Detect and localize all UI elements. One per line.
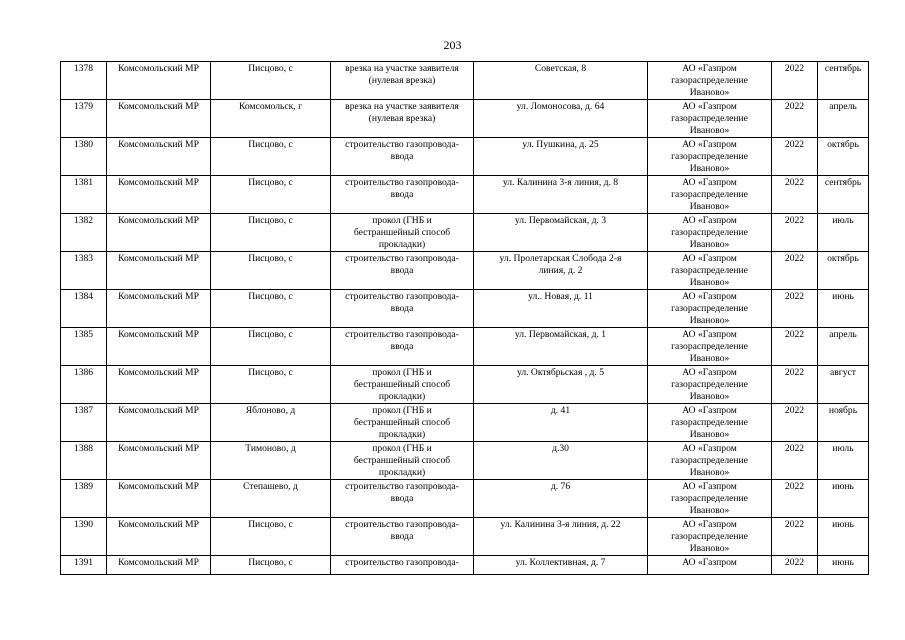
- settlement-cell: [211, 252, 331, 290]
- address-cell-text: ул. Калинина 3-я линия, д. 22: [500, 519, 621, 530]
- settlement-cell: [211, 518, 331, 556]
- organization-cell-text: АО «Газпром газораспределение Иваново»: [671, 101, 748, 136]
- row-number-cell: [61, 328, 107, 366]
- year-cell-text: 2022: [784, 481, 805, 492]
- month-cell: [818, 556, 869, 575]
- settlement-cell-text: Писцово, с: [248, 63, 293, 74]
- address-cell: [474, 404, 648, 442]
- organization-cell: [648, 442, 772, 480]
- organization-cell: [648, 176, 772, 214]
- settlement-cell: [211, 214, 331, 252]
- month-cell: [818, 404, 869, 442]
- work-type-cell-text: строительство газопровода- ввода: [345, 177, 459, 200]
- organization-cell: [648, 480, 772, 518]
- year-cell-text: 2022: [784, 63, 805, 74]
- district-cell: [107, 290, 211, 328]
- address-cell-text: д.30: [552, 443, 569, 454]
- row-number-cell: [61, 480, 107, 518]
- organization-cell-text: АО «Газпром газораспределение Иваново»: [671, 329, 748, 364]
- organization-cell-text: АО «Газпром: [682, 557, 737, 568]
- settlement-cell: [211, 100, 331, 138]
- address-cell: [474, 214, 648, 252]
- work-type-cell-text: строительство газопровода- ввода: [345, 519, 459, 542]
- work-type-cell: [331, 100, 474, 138]
- table-row: [61, 328, 869, 366]
- address-cell-text: ул. Пролетарская Слобода 2-я линия, д. 2: [499, 253, 622, 276]
- year-cell-text: 2022: [784, 291, 805, 302]
- district-cell-text: Комсомольский МР: [118, 63, 199, 74]
- district-cell: [107, 138, 211, 176]
- address-cell-text: ул. Калинина 3-я линия, д. 8: [502, 177, 619, 188]
- month-cell-text: октябрь: [827, 253, 859, 264]
- row-number-cell-text: 1384: [73, 291, 94, 302]
- work-type-cell-text: строительство газопровода-: [345, 557, 459, 568]
- row-number-cell: [61, 100, 107, 138]
- table-row: [61, 62, 869, 100]
- month-cell: [818, 62, 869, 100]
- work-type-cell: [331, 556, 474, 575]
- row-number-cell-text: 1378: [73, 63, 94, 74]
- year-cell: [772, 480, 818, 518]
- address-cell: [474, 252, 648, 290]
- year-cell: [772, 214, 818, 252]
- address-cell-text: ул. Пушкина, д. 25: [522, 139, 599, 150]
- address-cell-text: Советская, 8: [534, 63, 587, 74]
- month-cell: [818, 214, 869, 252]
- year-cell-text: 2022: [784, 139, 805, 150]
- district-cell-text: Комсомольский МР: [118, 329, 199, 340]
- organization-cell: [648, 100, 772, 138]
- district-cell-text: Комсомольский МР: [118, 557, 199, 568]
- month-cell-text: сентябрь: [824, 177, 862, 188]
- month-cell: [818, 290, 869, 328]
- row-number-cell: [61, 62, 107, 100]
- district-cell-text: Комсомольский МР: [118, 367, 199, 378]
- month-cell: [818, 480, 869, 518]
- district-cell-text: Комсомольский МР: [118, 481, 199, 492]
- address-cell: [474, 442, 648, 480]
- settlement-cell: [211, 556, 331, 575]
- organization-cell-text: АО «Газпром газораспределение Иваново»: [671, 405, 748, 440]
- settlement-cell-text: Писцово, с: [248, 329, 293, 340]
- year-cell: [772, 290, 818, 328]
- year-cell: [772, 328, 818, 366]
- work-type-cell-text: прокол (ГНБ и бестраншейный способ прокладки): [353, 443, 451, 478]
- year-cell-text: 2022: [784, 367, 805, 378]
- district-cell: [107, 518, 211, 556]
- organization-cell: [648, 252, 772, 290]
- settlement-cell-text: Писцово, с: [248, 367, 293, 378]
- year-cell: [772, 62, 818, 100]
- year-cell: [772, 556, 818, 575]
- year-cell-text: 2022: [784, 177, 805, 188]
- row-number-cell-text: 1386: [73, 367, 94, 378]
- table-row: [61, 252, 869, 290]
- settlement-cell-text: Писцово, с: [248, 253, 293, 264]
- address-cell-text: д. 41: [550, 405, 571, 416]
- work-type-cell: [331, 442, 474, 480]
- work-type-cell: [331, 62, 474, 100]
- organization-cell-text: АО «Газпром газораспределение Иваново»: [671, 215, 748, 250]
- year-cell: [772, 442, 818, 480]
- row-number-cell-text: 1383: [73, 253, 94, 264]
- address-cell-text: ул. Коллективная, д. 7: [515, 557, 606, 568]
- row-number-cell-text: 1388: [73, 443, 94, 454]
- settlement-cell-text: Тимоново, д: [245, 443, 296, 454]
- settlement-cell-text: Писцово, с: [248, 177, 293, 188]
- month-cell-text: сентябрь: [824, 63, 862, 74]
- table-row: [61, 176, 869, 214]
- work-type-cell: [331, 176, 474, 214]
- row-number-cell-text: 1380: [73, 139, 94, 150]
- district-cell-text: Комсомольский МР: [118, 519, 199, 530]
- district-cell: [107, 404, 211, 442]
- organization-cell: [648, 290, 772, 328]
- work-type-cell: [331, 328, 474, 366]
- work-type-cell: [331, 404, 474, 442]
- work-type-cell-text: врезка на участке заявителя (нулевая врезка): [345, 101, 459, 124]
- row-number-cell: [61, 214, 107, 252]
- registry-table-body: [61, 62, 869, 575]
- row-number-cell: [61, 290, 107, 328]
- row-number-cell: [61, 176, 107, 214]
- year-cell-text: 2022: [784, 443, 805, 454]
- month-cell-text: июнь: [832, 519, 854, 530]
- registry-table: [60, 61, 869, 575]
- year-cell-text: 2022: [784, 557, 805, 568]
- year-cell-text: 2022: [784, 329, 805, 340]
- year-cell-text: 2022: [784, 101, 805, 112]
- month-cell: [818, 100, 869, 138]
- work-type-cell: [331, 518, 474, 556]
- address-cell-text: ул. Первомайская, д. 1: [514, 329, 607, 340]
- address-cell: [474, 290, 648, 328]
- work-type-cell-text: строительство газопровода- ввода: [345, 139, 459, 162]
- settlement-cell: [211, 366, 331, 404]
- month-cell: [818, 442, 869, 480]
- work-type-cell-text: строительство газопровода- ввода: [345, 291, 459, 314]
- settlement-cell-text: Писцово, с: [248, 215, 293, 226]
- organization-cell: [648, 518, 772, 556]
- address-cell: [474, 328, 648, 366]
- row-number-cell: [61, 442, 107, 480]
- page-number: 203: [443, 38, 462, 52]
- settlement-cell: [211, 404, 331, 442]
- organization-cell-text: АО «Газпром газораспределение Иваново»: [671, 139, 748, 174]
- organization-cell-text: АО «Газпром газораспределение Иваново»: [671, 367, 748, 402]
- row-number-cell-text: 1381: [73, 177, 94, 188]
- year-cell: [772, 518, 818, 556]
- table-row: [61, 290, 869, 328]
- settlement-cell-text: Яблоново, д: [245, 405, 296, 416]
- work-type-cell: [331, 290, 474, 328]
- district-cell-text: Комсомольский МР: [118, 101, 199, 112]
- row-number-cell: [61, 556, 107, 575]
- table-row: [61, 214, 869, 252]
- work-type-cell-text: строительство газопровода- ввода: [345, 481, 459, 504]
- year-cell-text: 2022: [784, 519, 805, 530]
- address-cell: [474, 518, 648, 556]
- table-row: [61, 556, 869, 575]
- row-number-cell-text: 1390: [73, 519, 94, 530]
- address-cell: [474, 62, 648, 100]
- address-cell-text: ул. Ломоносова, д. 64: [516, 101, 605, 112]
- table-row: [61, 404, 869, 442]
- address-cell: [474, 366, 648, 404]
- month-cell-text: апрель: [829, 101, 857, 112]
- month-cell: [818, 366, 869, 404]
- year-cell: [772, 138, 818, 176]
- address-cell: [474, 138, 648, 176]
- table-row: [61, 442, 869, 480]
- table-row: [61, 100, 869, 138]
- organization-cell-text: АО «Газпром газораспределение Иваново»: [671, 443, 748, 478]
- row-number-cell: [61, 404, 107, 442]
- month-cell-text: июль: [832, 443, 854, 454]
- work-type-cell-text: прокол (ГНБ и бестраншейный способ прокладки): [353, 405, 451, 440]
- work-type-cell: [331, 366, 474, 404]
- month-cell: [818, 176, 869, 214]
- month-cell-text: июнь: [832, 481, 854, 492]
- district-cell-text: Комсомольский МР: [118, 291, 199, 302]
- month-cell: [818, 518, 869, 556]
- district-cell: [107, 480, 211, 518]
- address-cell: [474, 176, 648, 214]
- table-row: [61, 138, 869, 176]
- organization-cell-text: АО «Газпром газораспределение Иваново»: [671, 519, 748, 554]
- settlement-cell-text: Писцово, с: [248, 139, 293, 150]
- district-cell: [107, 100, 211, 138]
- district-cell-text: Комсомольский МР: [118, 215, 199, 226]
- organization-cell: [648, 404, 772, 442]
- address-cell-text: д. 76: [550, 481, 571, 492]
- work-type-cell: [331, 138, 474, 176]
- settlement-cell-text: Писцово, с: [248, 557, 293, 568]
- row-number-cell: [61, 366, 107, 404]
- settlement-cell: [211, 176, 331, 214]
- settlement-cell: [211, 62, 331, 100]
- year-cell: [772, 176, 818, 214]
- month-cell-text: ноябрь: [828, 405, 858, 416]
- row-number-cell-text: 1387: [73, 405, 94, 416]
- settlement-cell: [211, 442, 331, 480]
- year-cell-text: 2022: [784, 405, 805, 416]
- table-row: [61, 518, 869, 556]
- table-row: [61, 366, 869, 404]
- district-cell-text: Комсомольский МР: [118, 405, 199, 416]
- address-cell-text: ул. Первомайская, д. 3: [514, 215, 607, 226]
- district-cell: [107, 214, 211, 252]
- settlement-cell-text: Писцово, с: [248, 291, 293, 302]
- year-cell-text: 2022: [784, 215, 805, 226]
- settlement-cell-text: Писцово, с: [248, 519, 293, 530]
- settlement-cell: [211, 290, 331, 328]
- district-cell: [107, 62, 211, 100]
- work-type-cell: [331, 480, 474, 518]
- settlement-cell-text: Комсомольск, г: [238, 101, 303, 112]
- address-cell-text: ул. Октябрьская , д. 5: [516, 367, 605, 378]
- organization-cell-text: АО «Газпром газораспределение Иваново»: [671, 291, 748, 326]
- organization-cell: [648, 214, 772, 252]
- organization-cell: [648, 366, 772, 404]
- address-cell: [474, 100, 648, 138]
- work-type-cell: [331, 214, 474, 252]
- work-type-cell-text: прокол (ГНБ и бестраншейный способ прокладки): [353, 215, 451, 250]
- row-number-cell: [61, 252, 107, 290]
- settlement-cell: [211, 480, 331, 518]
- settlement-cell: [211, 328, 331, 366]
- month-cell: [818, 328, 869, 366]
- year-cell: [772, 404, 818, 442]
- row-number-cell-text: 1389: [73, 481, 94, 492]
- table-row: [61, 480, 869, 518]
- organization-cell-text: АО «Газпром газораспределение Иваново»: [671, 481, 748, 516]
- address-cell: [474, 556, 648, 575]
- district-cell-text: Комсомольский МР: [118, 443, 199, 454]
- year-cell: [772, 366, 818, 404]
- district-cell-text: Комсомольский МР: [118, 177, 199, 188]
- organization-cell-text: АО «Газпром газораспределение Иваново»: [671, 177, 748, 212]
- organization-cell: [648, 556, 772, 575]
- year-cell-text: 2022: [784, 253, 805, 264]
- organization-cell-text: АО «Газпром газораспределение Иваново»: [671, 253, 748, 288]
- row-number-cell-text: 1385: [73, 329, 94, 340]
- work-type-cell-text: прокол (ГНБ и бестраншейный способ прокладки): [353, 367, 451, 402]
- district-cell-text: Комсомольский МР: [118, 253, 199, 264]
- work-type-cell-text: врезка на участке заявителя (нулевая врезка): [345, 63, 459, 86]
- month-cell-text: октябрь: [827, 139, 859, 150]
- row-number-cell: [61, 138, 107, 176]
- month-cell: [818, 252, 869, 290]
- row-number-cell: [61, 518, 107, 556]
- district-cell: [107, 556, 211, 575]
- settlement-cell-text: Степашево, д: [243, 481, 298, 492]
- month-cell-text: июнь: [832, 557, 854, 568]
- district-cell: [107, 366, 211, 404]
- month-cell-text: июнь: [832, 291, 854, 302]
- month-cell-text: июль: [832, 215, 854, 226]
- organization-cell: [648, 328, 772, 366]
- address-cell: [474, 480, 648, 518]
- district-cell: [107, 252, 211, 290]
- address-cell-text: ул.. Новая, д. 11: [528, 291, 593, 302]
- year-cell: [772, 100, 818, 138]
- district-cell-text: Комсомольский МР: [118, 139, 199, 150]
- row-number-cell-text: 1391: [73, 557, 94, 568]
- district-cell: [107, 176, 211, 214]
- work-type-cell: [331, 252, 474, 290]
- work-type-cell-text: строительство газопровода- ввода: [345, 253, 459, 276]
- row-number-cell-text: 1382: [73, 215, 94, 226]
- organization-cell: [648, 138, 772, 176]
- district-cell: [107, 328, 211, 366]
- work-type-cell-text: строительство газопровода- ввода: [345, 329, 459, 352]
- organization-cell: [648, 62, 772, 100]
- month-cell-text: август: [830, 367, 856, 378]
- district-cell: [107, 442, 211, 480]
- row-number-cell-text: 1379: [73, 101, 94, 112]
- month-cell: [818, 138, 869, 176]
- organization-cell-text: АО «Газпром газораспределение Иваново»: [671, 63, 748, 98]
- year-cell: [772, 252, 818, 290]
- month-cell-text: апрель: [829, 329, 857, 340]
- settlement-cell: [211, 138, 331, 176]
